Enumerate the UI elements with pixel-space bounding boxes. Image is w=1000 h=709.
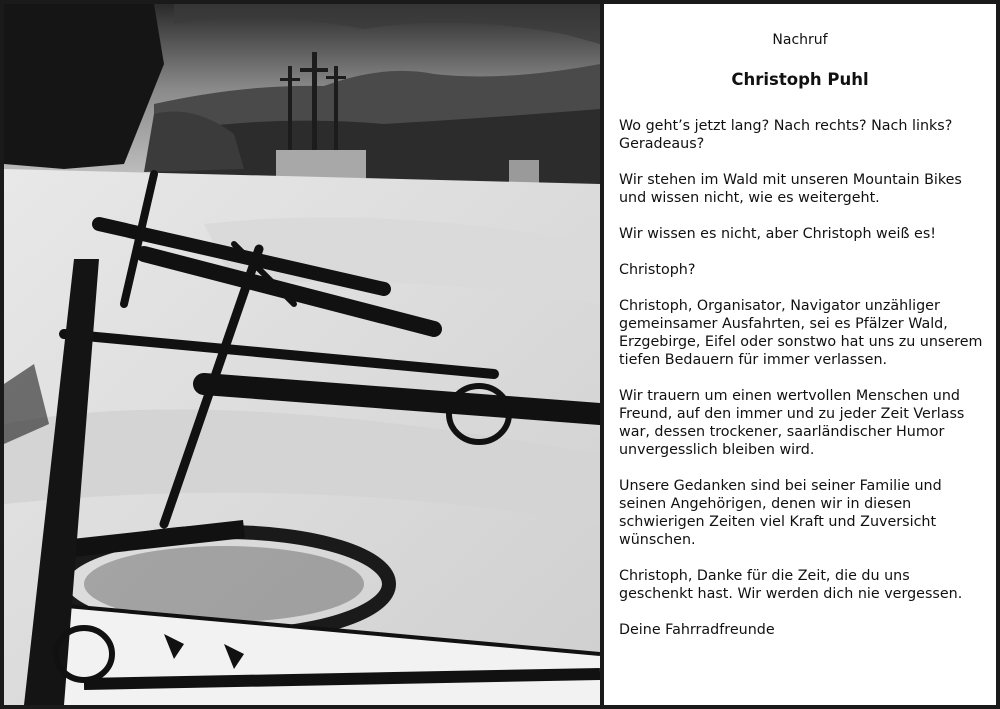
photo-scene-icon	[4, 4, 600, 705]
obituary-paragraph: Wir trauern um einen wertvollen Menschen und Freund, auf den immer und zu jeder Zeit Verlass war, dessen trockener, saarländischer Humor unvergesslich bleiben wird.	[619, 388, 965, 458]
obituary-paragraph: Unsere Gedanken sind bei seiner Familie und seinen Angehörigen, denen wir in diesen schwierigen Zeiten viel Kraft und Zuversicht wünschen.	[619, 478, 942, 548]
obituary-paragraph: Wir wissen es nicht, aber Christoph weiß es!	[619, 226, 937, 242]
obituary-signature: Deine Fahrradfreunde	[619, 622, 775, 638]
obituary-paragraph: Christoph, Organisator, Navigator unzähliger gemeinsamer Ausfahrten, sei es Pfälzer Wald, Erzgebirge, Eifel oder sonstwo hat uns zu unserem tiefen Bedauern für immer verlassen.	[619, 298, 983, 368]
bikes-in-snow-photo	[4, 4, 600, 705]
obituary-paragraph: Christoph, Danke für die Zeit, die du uns geschenkt hast. Wir werden dich nie vergessen.	[619, 568, 963, 602]
obituary-paragraph: Christoph?	[619, 262, 696, 278]
obituary-label: Nachruf	[772, 32, 828, 48]
deceased-name: Christoph Puhl	[731, 70, 869, 89]
obituary-text	[619, 117, 987, 657]
obituary-card	[604, 4, 996, 705]
obituary-paragraph: Wo geht’s jetzt lang? Nach rechts? Nach links? Geradeaus?	[619, 118, 953, 152]
obituary-paragraph: Wir stehen im Wald mit unseren Mountain Bikes und wissen nicht, wie es weitergeht.	[619, 172, 962, 206]
